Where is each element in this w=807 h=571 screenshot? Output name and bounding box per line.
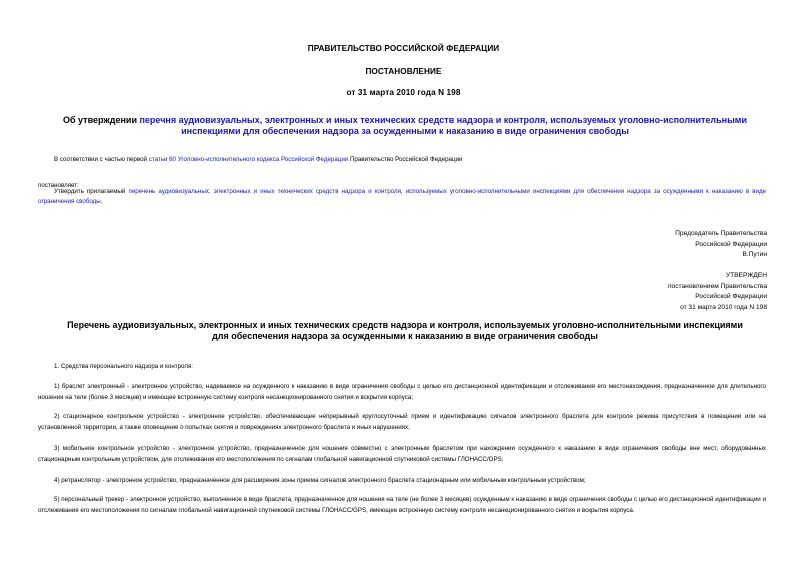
approved-block	[567, 271, 767, 313]
preamble-paragraph	[54, 154, 774, 165]
law-article-link[interactable]: статьи 60 Уголовно-исполнительного кодекса Российской Федерации	[148, 156, 349, 163]
list-item-1: 1) браслет электронный - электронное устройство, надеваемое на осужденного к наказанию в виде ограничения свободы с целью его дистанционной идентификации и отслеживания его местонахождения, предназначенное для длительного ношения на теле (более 3 месяцев) и имеющее встроенную систему контроля несанкционированного снятия и вскрытия корпуса;	[38, 383, 766, 401]
approved-label: УТВЕРЖДЕН	[725, 272, 767, 279]
approve-list-link[interactable]: перечень аудиовизуальных, электронных и иных технических средств надзора и контроля, используемых уголовно-исполнительными инспекциями для обеспечения надзора за осужденными к наказанию в виде ограничения свободы	[38, 188, 766, 205]
section-1-heading: 1. Средства персонального надзора и контроля:	[54, 363, 194, 370]
approved-date: от 31 марта 2010 года N 198	[680, 303, 767, 311]
list-title: Перечень аудиовизуальных, электронных и иных технических средств надзора и контроля, используемых уголовно-исполнительными инспекциями для обеспечения надзора за осужденными к наказанию в виде ограничения свободы	[67, 320, 743, 341]
signature-name: В.Путин	[742, 251, 767, 259]
list-item-4: 4) ретранслятор - электронное устройство, предназначенное для расширения зоны приема сигналов электронного браслета стационарным или мобильным контрольным устройством;	[54, 477, 586, 484]
title-link[interactable]: перечня аудиовизуальных, электронных и иных технических средств надзора и контроля, используемых уголовно-исполнительными инспекциями для обеспечения надзора за осужденными к наказанию в виде ограничения свободы	[139, 115, 747, 136]
approve-suffix: .	[100, 198, 103, 205]
title-prefix: Об утверждении	[63, 115, 140, 125]
government-heading: ПРАВИТЕЛЬСТВО РОССИЙСКОЙ ФЕДЕРАЦИИ	[307, 44, 500, 53]
approved-country: Российской Федерации	[695, 293, 767, 301]
list-item-3: 3) мобильное контрольное устройство - электронное устройство, предназначенное для ношения совместно с электронным браслетом при нахождении осужденного к наказанию в виде ограничения свободы вне мест, оборудованных стационарным контрольным устройством, для отслеживания его местоположения по сигналам глобальной навигационной спутниковой системы ГЛОНАСС/GPS;	[38, 445, 766, 463]
preamble-suffix: Правительство Российской Федерации	[348, 156, 463, 163]
document-type-heading: ПОСТАНОВЛЕНИЕ	[365, 67, 442, 76]
signature-position: Председатель Правительства	[675, 230, 767, 237]
document-title	[60, 115, 750, 137]
signature-block	[567, 229, 767, 261]
resolves-text: постановляет:	[38, 182, 79, 189]
document-date-number: от 31 марта 2010 года N 198	[346, 88, 461, 97]
signature-country: Российской Федерации	[695, 240, 767, 248]
list-item-2: 2) стационарное контрольное устройство - электронное устройство, обеспечивающее непрерывный круглосуточный прием и идентификацию сигналов электронного браслета для контроля режима присутствия в помещении или на установленной территории, а также оповещение о попытках снятия и повреждениях электронного браслета и иных нарушениях;	[38, 413, 766, 431]
approve-paragraph	[38, 187, 766, 207]
preamble-prefix: В соответствии с частью первой	[54, 156, 149, 163]
list-item-5: 5) персональный трекер - электронное устройство, выполненное в виде браслета, предназначенное для ношения на теле (не более 3 месяцев) осужденным к наказанию в виде ограничения свободы с целью его дистанционной идентификации и отслеживания его местоположения по сигналам глобальной навигационной спутниковой системы ГЛОНАСС/GPS, имеющее встроенную систему контроля несанкционированного снятия и вскрытия корпуса.	[38, 496, 766, 514]
approved-by: постановлением Правительства	[667, 282, 767, 290]
approve-prefix: Утвердить прилагаемый	[54, 188, 129, 195]
